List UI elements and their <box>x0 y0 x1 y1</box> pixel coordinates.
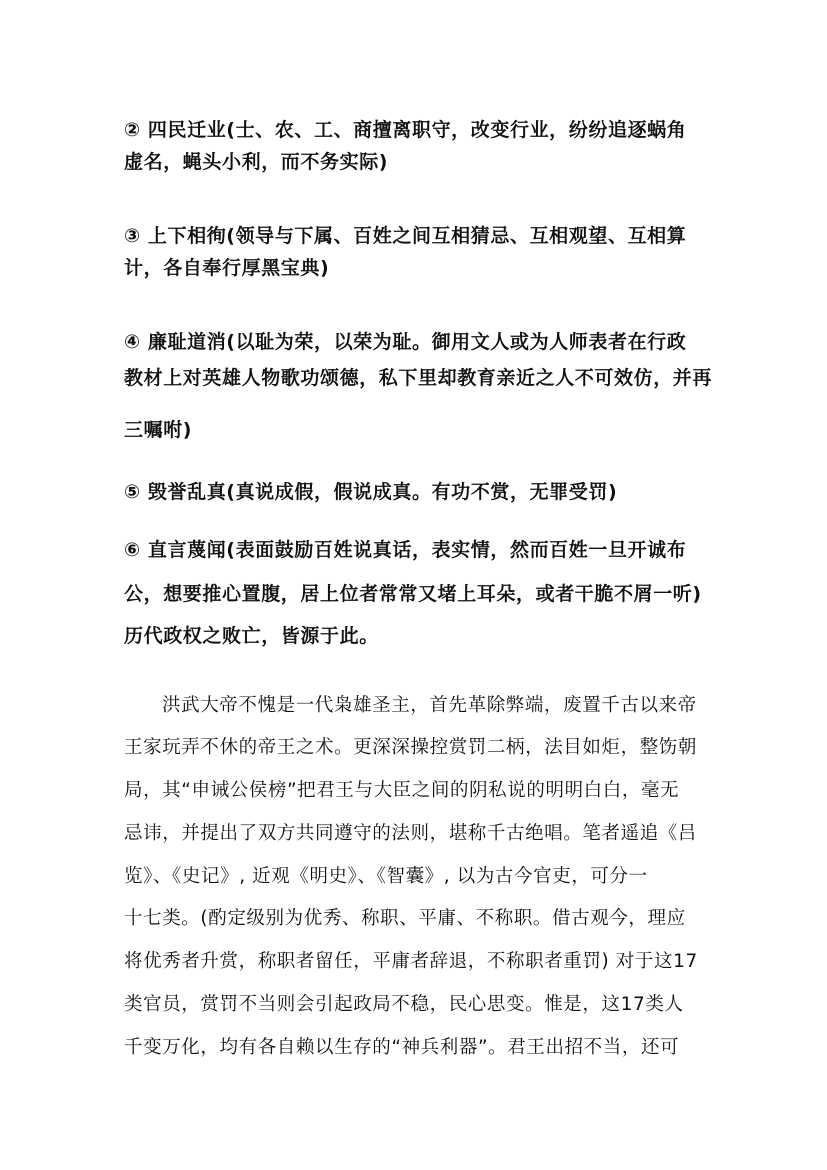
point-3-line-2: 计，各自奉行厚黑宝典) <box>124 257 330 279</box>
point-4-line-3: 三嘱咐) <box>124 419 193 441</box>
point-2-line-2: 虚名，蝇头小利，而不务实际) <box>124 151 389 173</box>
point-4-line-2: 教材上对英雄人物歌功颂德，私下里却教育亲近之人不可效仿，并再 <box>124 367 713 389</box>
point-5-line-1: ⑤ 毁誉乱真(真说成假，假说成真。有功不赏，无罪受罚) <box>124 481 618 503</box>
body-line-7: 将优秀者升赏，称职者留任，平庸者辞退，不称职者重罚) 对于这17 <box>124 951 698 972</box>
point-6-line-3: 历代政权之败亡，皆源于此。 <box>124 625 379 647</box>
point-4-line-1: ④ 廉耻道消(以耻为荣，以荣为耻。御用文人或为人师表者在行政 <box>124 331 687 353</box>
body-line-3: 局，其“申诫公侯榜”把君王与大臣之间的阴私说的明明白白，毫无 <box>124 780 680 801</box>
body-line-5: 览》、《史记》, 近观《明史》、《智囊》, 以为古今官吏，可分一 <box>124 866 648 887</box>
body-line-4: 忌讳，并提出了双方共同遵守的法则，堪称千古绝唱。笔者遥追《吕 <box>124 823 698 844</box>
point-3-line-1: ③ 上下相徇(领导与下属、百姓之间互相猜忌、互相观望、互相算 <box>124 225 687 247</box>
body-line-2: 王家玩弄不休的帝王之术。更深深操控赏罚二柄，法目如炬，整饬朝 <box>124 737 698 758</box>
body-line-9: 千变万化，均有各自赖以生存的“神兵利器”。君王出招不当，还可 <box>124 1037 680 1058</box>
point-6-line-1: ⑥ 直言蔑闻(表面鼓励百姓说真话，表实情，然而百姓一旦开诚布 <box>124 539 687 561</box>
body-line-1: 洪武大帝不愧是一代枭雄圣主，首先革除弊端，废置千古以来帝 <box>162 695 697 716</box>
point-6-line-2: 公，想要推心置腹，居上位者常常又堵上耳朵，或者干脆不屑一听) <box>124 583 702 605</box>
body-line-8: 类官员，赏罚不当则会引起政局不稳，民心思变。惟是，这17类人 <box>124 994 684 1015</box>
body-line-6: 十七类。(酌定级别为优秀、称职、平庸、不称职。借古观今，理应 <box>124 908 686 929</box>
point-2-line-1: ② 四民迁业(士、农、工、商擅离职守，改变行业，纷纷追逐蜗角 <box>124 119 687 141</box>
